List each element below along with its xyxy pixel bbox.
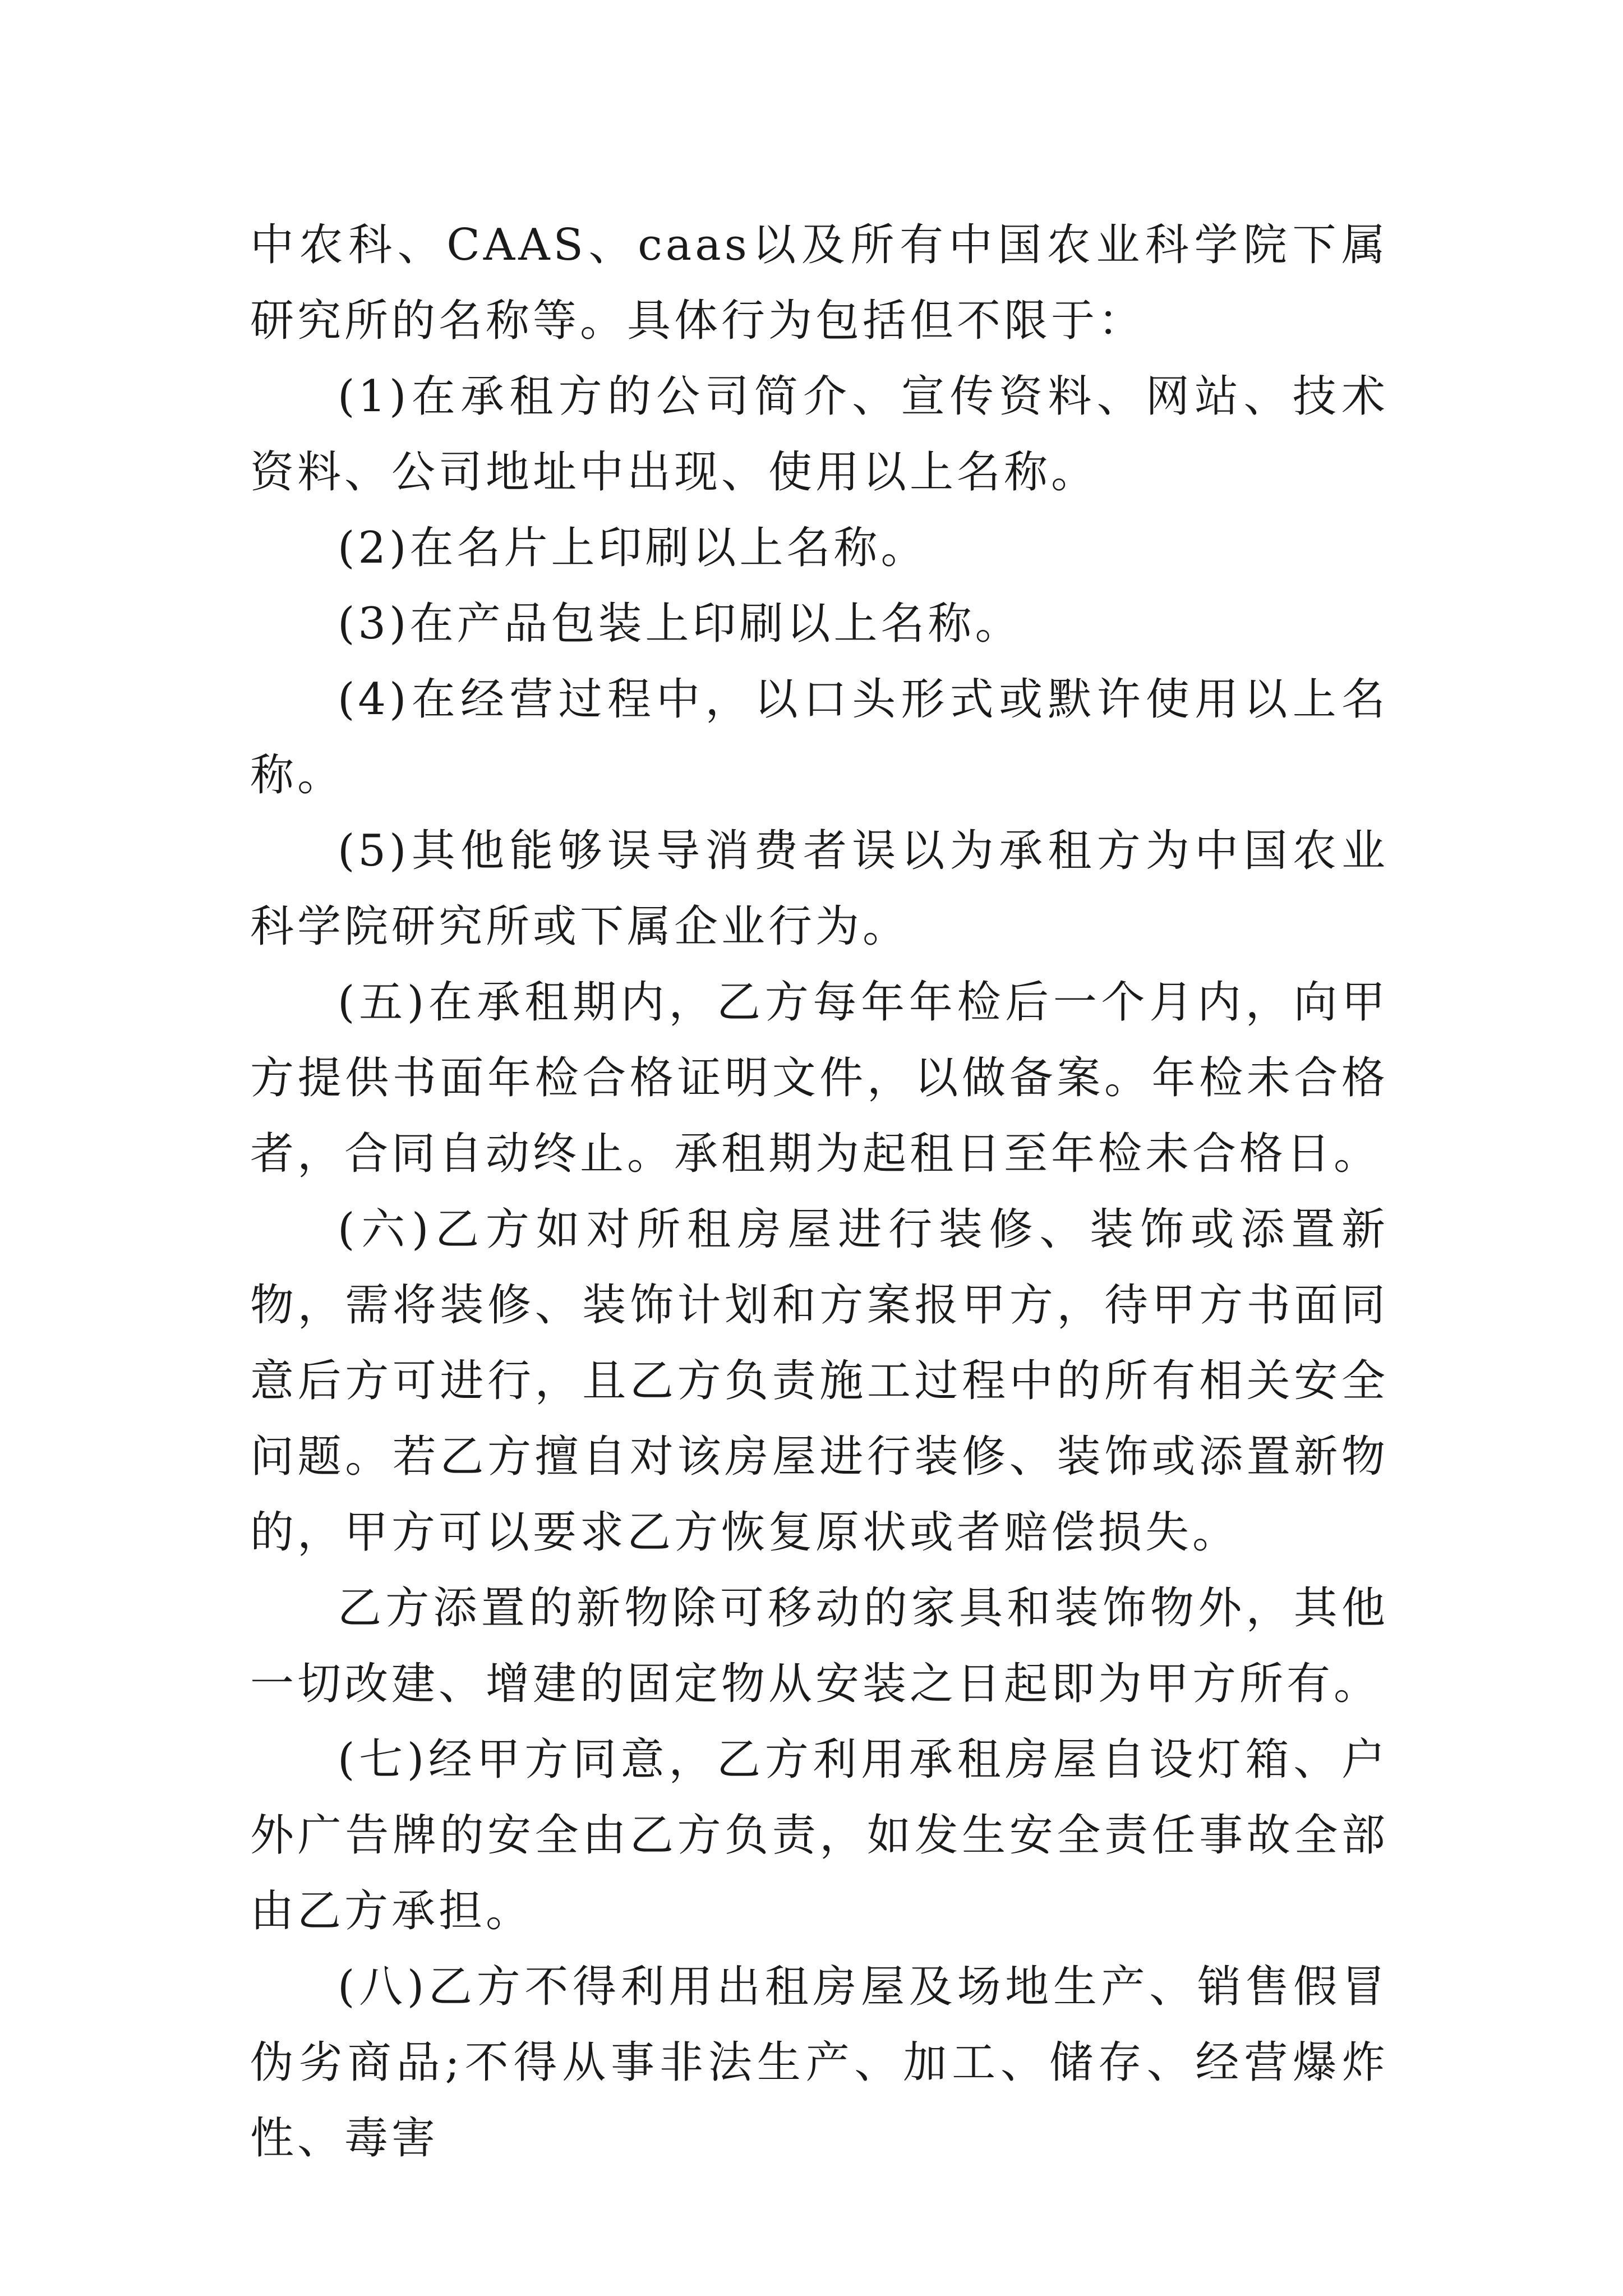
paragraph-item-5: (5)其他能够误导消费者误以为承租方为中国农业科学院研究所或下属企业行为。 [250, 826, 1389, 952]
paragraph-item-2: (2)在名片上印刷以上名称。 [338, 523, 928, 573]
paragraph-item-1: (1)在承租方的公司简介、宣传资料、网站、技术资料、公司地址中出现、使用以上名称。 [250, 371, 1389, 498]
paragraph-clause-6: (六)乙方如对所租房屋进行装修、装饰或添置新物，需将装修、装饰计划和方案报甲方，待甲方书面同意后方可进行，且乙方负责施工过程中的所有相关安全问题。若乙方擅自对该房屋进行装修、装饰或添置新物的，甲方可以要求乙方恢复原状或者赔偿损失。 [250, 1204, 1389, 1558]
paragraph-clause-6-note: 乙方添置的新物除可移动的家具和装饰物外，其他一切改建、增建的固定物从安装之日起即为甲方所有。 [250, 1583, 1389, 1709]
paragraph-names-list: 中农科、CAAS、caas以及所有中国农业科学院下属研究所的名称等。具体行为包括但不限于： [250, 220, 1389, 346]
paragraph-clause-5: (五)在承租期内，乙方每年年检后一个月内，向甲方提供书面年检合格证明文件，以做备案。年检未合格者，合同自动终止。承租期为起租日至年检未合格日。 [250, 977, 1389, 1179]
paragraph-clause-7: (七)经甲方同意，乙方利用承租房屋自设灯箱、户外广告牌的安全由乙方负责，如发生安全责任事故全部由乙方承担。 [250, 1734, 1389, 1936]
paragraph-clause-8: (八)乙方不得利用出租房屋及场地生产、销售假冒伪劣商品;不得从事非法生产、加工、储存、经营爆炸性、毒害 [250, 1962, 1389, 2164]
paragraph-item-3: (3)在产品包装上印刷以上名称。 [338, 599, 1022, 649]
contract-body [250, 208, 1389, 2177]
paragraph-item-4: (4)在经营过程中，以口头形式或默许使用以上名称。 [250, 674, 1389, 800]
